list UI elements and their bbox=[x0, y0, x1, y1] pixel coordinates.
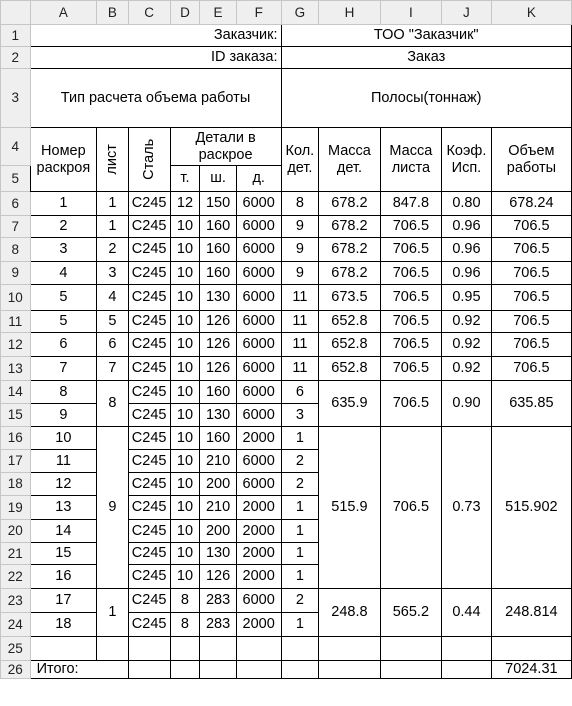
cell-cut-number[interactable]: 15 bbox=[30, 543, 97, 565]
cell-width[interactable]: 200 bbox=[200, 520, 237, 543]
cell-width[interactable]: 130 bbox=[200, 543, 237, 565]
cell-width[interactable]: 126 bbox=[200, 357, 237, 381]
row-header[interactable]: 15 bbox=[1, 404, 31, 427]
cell-width[interactable]: 200 bbox=[200, 473, 237, 496]
cell-cut-number[interactable]: 11 bbox=[30, 450, 97, 473]
cell-steel[interactable]: C245 bbox=[128, 565, 170, 589]
cell-cut-number[interactable]: 6 bbox=[30, 333, 97, 357]
empty-cell[interactable] bbox=[380, 637, 441, 661]
cell-width[interactable]: 210 bbox=[200, 450, 237, 473]
cell-mass-parts[interactable]: 673.5 bbox=[319, 285, 380, 311]
cell-quantity[interactable]: 11 bbox=[281, 311, 319, 333]
cell-length[interactable]: 6000 bbox=[236, 473, 281, 496]
cell-mass-sheet[interactable]: 706.5 bbox=[380, 357, 441, 381]
cell-quantity[interactable]: 1 bbox=[281, 496, 319, 520]
table-row bbox=[1, 69, 572, 128]
cell-length[interactable]: 6000 bbox=[236, 216, 281, 238]
column-header[interactable]: D bbox=[170, 1, 200, 25]
column-header[interactable]: I bbox=[380, 1, 441, 25]
col-mass-sheet[interactable]: Масса листа bbox=[380, 128, 441, 192]
cell-coefficient[interactable]: 0.96 bbox=[442, 238, 492, 262]
empty-cell[interactable] bbox=[170, 661, 200, 679]
row-header[interactable]: 10 bbox=[1, 285, 31, 311]
table-row bbox=[1, 238, 572, 262]
cell-mass-sheet[interactable]: 706.5 bbox=[380, 381, 441, 427]
row-header[interactable]: 8 bbox=[1, 238, 31, 262]
row-header[interactable]: 18 bbox=[1, 473, 31, 496]
column-header[interactable]: H bbox=[319, 1, 380, 25]
cell-quantity[interactable]: 1 bbox=[281, 565, 319, 589]
cell-length[interactable]: 6000 bbox=[236, 381, 281, 404]
cell-thickness[interactable]: 10 bbox=[170, 216, 200, 238]
cell-work-volume[interactable]: 706.5 bbox=[491, 357, 571, 381]
col-coefficient[interactable]: Коэф. Исп. bbox=[442, 128, 492, 192]
cell-cut-number[interactable]: 2 bbox=[30, 216, 97, 238]
cell-cut-number[interactable]: 5 bbox=[30, 311, 97, 333]
cell-steel[interactable]: C245 bbox=[128, 262, 170, 285]
row-header[interactable]: 7 bbox=[1, 216, 31, 238]
cell-work-volume[interactable]: 248.814 bbox=[491, 589, 571, 637]
table-row bbox=[1, 661, 572, 679]
empty-cell[interactable] bbox=[200, 637, 237, 661]
cell-steel[interactable]: C245 bbox=[128, 496, 170, 520]
cell-width[interactable]: 130 bbox=[200, 404, 237, 427]
cell-quantity[interactable]: 3 bbox=[281, 404, 319, 427]
row-header[interactable]: 19 bbox=[1, 496, 31, 520]
cell-quantity[interactable]: 2 bbox=[281, 473, 319, 496]
cell-work-volume[interactable]: 635.85 bbox=[491, 381, 571, 427]
order-id-label[interactable]: ID заказа: bbox=[30, 47, 281, 69]
cell-thickness[interactable]: 10 bbox=[170, 565, 200, 589]
cell-sheet[interactable]: 7 bbox=[97, 357, 128, 381]
total-value[interactable]: 7024.31 bbox=[491, 661, 571, 679]
cell-steel[interactable]: C245 bbox=[128, 285, 170, 311]
cell-quantity[interactable]: 6 bbox=[281, 381, 319, 404]
cell-coefficient[interactable]: 0.44 bbox=[442, 589, 492, 637]
cell-mass-parts[interactable]: 652.8 bbox=[319, 357, 380, 381]
cell-mass-sheet[interactable]: 706.5 bbox=[380, 216, 441, 238]
table-row bbox=[1, 427, 572, 450]
cell-sheet[interactable]: 1 bbox=[97, 589, 128, 637]
cell-work-volume[interactable]: 706.5 bbox=[491, 262, 571, 285]
row-header[interactable]: 14 bbox=[1, 381, 31, 404]
cell-quantity[interactable]: 11 bbox=[281, 333, 319, 357]
row-header[interactable]: 6 bbox=[1, 192, 31, 216]
cell-width[interactable]: 160 bbox=[200, 381, 237, 404]
cell-length[interactable]: 2000 bbox=[236, 427, 281, 450]
empty-cell[interactable] bbox=[281, 661, 319, 679]
cell-thickness[interactable]: 10 bbox=[170, 381, 200, 404]
cell-length[interactable]: 6000 bbox=[236, 285, 281, 311]
row-header[interactable]: 13 bbox=[1, 357, 31, 381]
cell-thickness[interactable]: 8 bbox=[170, 589, 200, 613]
cell-work-volume[interactable]: 678.24 bbox=[491, 192, 571, 216]
column-header-row bbox=[1, 1, 572, 25]
cell-coefficient[interactable]: 0.73 bbox=[442, 427, 492, 589]
cell-coefficient[interactable]: 0.90 bbox=[442, 381, 492, 427]
cell-length[interactable]: 2000 bbox=[236, 565, 281, 589]
cell-quantity[interactable]: 1 bbox=[281, 543, 319, 565]
cell-width[interactable]: 283 bbox=[200, 589, 237, 613]
cell-work-volume[interactable]: 706.5 bbox=[491, 333, 571, 357]
col-work-volume[interactable]: Объем работы bbox=[491, 128, 571, 192]
order-id-value[interactable]: Заказ bbox=[281, 47, 572, 69]
cell-width[interactable]: 126 bbox=[200, 333, 237, 357]
empty-cell[interactable] bbox=[30, 637, 97, 661]
cell-sheet[interactable]: 1 bbox=[97, 216, 128, 238]
cell-mass-sheet[interactable]: 706.5 bbox=[380, 262, 441, 285]
empty-cell[interactable] bbox=[281, 637, 319, 661]
cell-work-volume[interactable]: 706.5 bbox=[491, 311, 571, 333]
cell-quantity[interactable]: 2 bbox=[281, 589, 319, 613]
table-row bbox=[1, 357, 572, 381]
column-header[interactable]: C bbox=[128, 1, 170, 25]
table-row bbox=[1, 192, 572, 216]
cell-length[interactable]: 2000 bbox=[236, 613, 281, 637]
empty-cell[interactable] bbox=[491, 637, 571, 661]
cell-thickness[interactable]: 10 bbox=[170, 473, 200, 496]
cell-mass-sheet[interactable]: 565.2 bbox=[380, 589, 441, 637]
cell-mass-sheet[interactable]: 706.5 bbox=[380, 311, 441, 333]
cell-steel[interactable]: C245 bbox=[128, 520, 170, 543]
cell-thickness[interactable]: 10 bbox=[170, 520, 200, 543]
cell-cut-number[interactable]: 9 bbox=[30, 404, 97, 427]
cell-thickness[interactable]: 10 bbox=[170, 357, 200, 381]
cell-thickness[interactable]: 10 bbox=[170, 543, 200, 565]
col-length[interactable]: д. bbox=[236, 166, 281, 192]
cell-steel[interactable]: C245 bbox=[128, 381, 170, 404]
cell-work-volume[interactable]: 706.5 bbox=[491, 216, 571, 238]
col-parts-in-cut[interactable]: Детали в раскрое bbox=[170, 128, 281, 166]
cell-cut-number[interactable]: 13 bbox=[30, 496, 97, 520]
cell-width[interactable]: 160 bbox=[200, 427, 237, 450]
cell-quantity[interactable]: 1 bbox=[281, 613, 319, 637]
cell-sheet[interactable]: 9 bbox=[97, 427, 128, 589]
cell-work-volume[interactable]: 706.5 bbox=[491, 285, 571, 311]
cell-sheet[interactable]: 4 bbox=[97, 285, 128, 311]
cell-quantity[interactable]: 9 bbox=[281, 238, 319, 262]
cell-width[interactable]: 130 bbox=[200, 285, 237, 311]
row-header[interactable]: 20 bbox=[1, 520, 31, 543]
col-mass-parts[interactable]: Масса дет. bbox=[319, 128, 380, 192]
cell-length[interactable]: 6000 bbox=[236, 192, 281, 216]
column-header[interactable]: A bbox=[30, 1, 97, 25]
cell-cut-number[interactable]: 5 bbox=[30, 285, 97, 311]
table-row bbox=[1, 333, 572, 357]
column-header[interactable]: J bbox=[442, 1, 492, 25]
col-cut-number[interactable]: Номер раскроя bbox=[30, 128, 97, 192]
cell-thickness[interactable]: 10 bbox=[170, 285, 200, 311]
empty-cell[interactable] bbox=[442, 661, 492, 679]
table-row bbox=[1, 589, 572, 613]
cell-thickness[interactable]: 10 bbox=[170, 311, 200, 333]
table-row bbox=[1, 47, 572, 69]
cell-mass-sheet[interactable]: 706.5 bbox=[380, 238, 441, 262]
cell-cut-number[interactable]: 16 bbox=[30, 565, 97, 589]
row-header[interactable]: 2 bbox=[1, 47, 31, 69]
cell-steel[interactable]: C245 bbox=[128, 357, 170, 381]
empty-cell[interactable] bbox=[319, 661, 380, 679]
cell-mass-sheet[interactable]: 847.8 bbox=[380, 192, 441, 216]
cell-cut-number[interactable]: 18 bbox=[30, 613, 97, 637]
col-sheet-text: лист bbox=[104, 144, 121, 175]
cell-cut-number[interactable]: 4 bbox=[30, 262, 97, 285]
row-header[interactable]: 3 bbox=[1, 69, 31, 128]
cell-mass-parts[interactable]: 515.9 bbox=[319, 427, 380, 589]
cell-mass-parts[interactable]: 652.8 bbox=[319, 333, 380, 357]
cell-cut-number[interactable]: 14 bbox=[30, 520, 97, 543]
customer-label[interactable]: Заказчик: bbox=[30, 25, 281, 47]
cell-quantity[interactable]: 1 bbox=[281, 520, 319, 543]
table-row bbox=[1, 216, 572, 238]
empty-cell[interactable] bbox=[128, 661, 170, 679]
cell-coefficient[interactable]: 0.96 bbox=[442, 216, 492, 238]
cell-sheet[interactable]: 3 bbox=[97, 262, 128, 285]
cell-steel[interactable]: C245 bbox=[128, 450, 170, 473]
col-steel[interactable] bbox=[128, 128, 170, 192]
cell-thickness[interactable]: 10 bbox=[170, 496, 200, 520]
cell-thickness[interactable]: 10 bbox=[170, 333, 200, 357]
cell-mass-sheet[interactable]: 706.5 bbox=[380, 285, 441, 311]
cell-cut-number[interactable]: 12 bbox=[30, 473, 97, 496]
cell-cut-number[interactable]: 17 bbox=[30, 589, 97, 613]
row-header[interactable]: 1 bbox=[1, 25, 31, 47]
column-header[interactable]: F bbox=[236, 1, 281, 25]
table-row bbox=[1, 381, 572, 404]
cell-coefficient[interactable]: 0.95 bbox=[442, 285, 492, 311]
cell-steel[interactable]: C245 bbox=[128, 613, 170, 637]
cell-length[interactable]: 6000 bbox=[236, 238, 281, 262]
table-row bbox=[1, 311, 572, 333]
empty-cell[interactable] bbox=[236, 661, 281, 679]
empty-cell[interactable] bbox=[380, 661, 441, 679]
cell-width[interactable]: 160 bbox=[200, 216, 237, 238]
cell-coefficient[interactable]: 0.92 bbox=[442, 311, 492, 333]
cell-length[interactable]: 6000 bbox=[236, 357, 281, 381]
select-all-corner[interactable] bbox=[1, 1, 31, 25]
cell-coefficient[interactable]: 0.96 bbox=[442, 262, 492, 285]
cell-thickness[interactable]: 10 bbox=[170, 427, 200, 450]
cell-quantity[interactable]: 11 bbox=[281, 357, 319, 381]
cell-steel[interactable]: C245 bbox=[128, 333, 170, 357]
cell-steel[interactable]: C245 bbox=[128, 311, 170, 333]
cell-length[interactable]: 2000 bbox=[236, 496, 281, 520]
cell-width[interactable]: 210 bbox=[200, 496, 237, 520]
empty-cell[interactable] bbox=[170, 637, 200, 661]
cell-sheet[interactable]: 8 bbox=[97, 381, 128, 427]
cell-cut-number[interactable]: 7 bbox=[30, 357, 97, 381]
cell-sheet[interactable]: 5 bbox=[97, 311, 128, 333]
table-row bbox=[1, 128, 572, 166]
table-row bbox=[1, 285, 572, 311]
col-sheet[interactable] bbox=[97, 128, 128, 192]
cell-mass-parts[interactable]: 248.8 bbox=[319, 589, 380, 637]
cell-steel[interactable]: C245 bbox=[128, 473, 170, 496]
row-header[interactable]: 24 bbox=[1, 613, 31, 637]
cell-width[interactable]: 160 bbox=[200, 238, 237, 262]
cell-cut-number[interactable]: 10 bbox=[30, 427, 97, 450]
cell-thickness[interactable]: 10 bbox=[170, 404, 200, 427]
cell-mass-parts[interactable]: 635.9 bbox=[319, 381, 380, 427]
total-label[interactable]: Итого: bbox=[30, 661, 128, 679]
empty-cell[interactable] bbox=[319, 637, 380, 661]
empty-cell[interactable] bbox=[200, 661, 237, 679]
cell-cut-number[interactable]: 1 bbox=[30, 192, 97, 216]
row-header[interactable]: 23 bbox=[1, 589, 31, 613]
empty-cell[interactable] bbox=[236, 637, 281, 661]
row-header[interactable]: 11 bbox=[1, 311, 31, 333]
column-header[interactable]: B bbox=[97, 1, 128, 25]
cell-steel[interactable]: C245 bbox=[128, 589, 170, 613]
row-header[interactable]: 12 bbox=[1, 333, 31, 357]
cell-coefficient[interactable]: 0.92 bbox=[442, 357, 492, 381]
col-steel-text: Сталь bbox=[140, 138, 157, 181]
cell-length[interactable]: 6000 bbox=[236, 311, 281, 333]
cell-sheet[interactable]: 1 bbox=[97, 192, 128, 216]
cell-mass-parts[interactable]: 678.2 bbox=[319, 262, 380, 285]
cell-quantity[interactable]: 8 bbox=[281, 192, 319, 216]
cell-mass-parts[interactable]: 678.2 bbox=[319, 216, 380, 238]
cell-quantity[interactable]: 11 bbox=[281, 285, 319, 311]
cell-length[interactable]: 6000 bbox=[236, 404, 281, 427]
row-header[interactable]: 25 bbox=[1, 637, 31, 661]
customer-value[interactable]: ТОО "Заказчик" bbox=[281, 25, 572, 47]
cell-width[interactable]: 150 bbox=[200, 192, 237, 216]
cell-quantity[interactable]: 9 bbox=[281, 216, 319, 238]
cell-length[interactable]: 6000 bbox=[236, 333, 281, 357]
row-header[interactable]: 26 bbox=[1, 661, 31, 679]
table-row bbox=[1, 25, 572, 47]
column-header[interactable]: K bbox=[491, 1, 571, 25]
row-header[interactable]: 16 bbox=[1, 427, 31, 450]
cell-mass-parts[interactable]: 678.2 bbox=[319, 238, 380, 262]
cell-width[interactable]: 283 bbox=[200, 613, 237, 637]
cell-work-volume[interactable]: 706.5 bbox=[491, 238, 571, 262]
cell-mass-sheet[interactable]: 706.5 bbox=[380, 427, 441, 589]
cell-mass-parts[interactable]: 678.2 bbox=[319, 192, 380, 216]
cell-thickness[interactable]: 12 bbox=[170, 192, 200, 216]
cell-steel[interactable]: C245 bbox=[128, 238, 170, 262]
cell-thickness[interactable]: 8 bbox=[170, 613, 200, 637]
calc-type-label[interactable]: Тип расчета объема работы bbox=[30, 69, 281, 128]
cell-steel[interactable]: C245 bbox=[128, 427, 170, 450]
cell-mass-parts[interactable]: 652.8 bbox=[319, 311, 380, 333]
strips-label[interactable]: Полосы(тоннаж) bbox=[281, 69, 572, 128]
cell-sheet[interactable]: 2 bbox=[97, 238, 128, 262]
cell-width[interactable]: 126 bbox=[200, 565, 237, 589]
col-quantity[interactable]: Кол. дет. bbox=[281, 128, 319, 192]
cell-width[interactable]: 160 bbox=[200, 262, 237, 285]
row-header[interactable]: 5 bbox=[1, 166, 31, 192]
column-header[interactable]: E bbox=[200, 1, 237, 25]
row-header[interactable]: 4 bbox=[1, 128, 31, 166]
empty-cell[interactable] bbox=[442, 637, 492, 661]
cell-thickness[interactable]: 10 bbox=[170, 262, 200, 285]
cell-coefficient[interactable]: 0.80 bbox=[442, 192, 492, 216]
cell-coefficient[interactable]: 0.92 bbox=[442, 333, 492, 357]
empty-cell[interactable] bbox=[97, 637, 128, 661]
cell-length[interactable]: 6000 bbox=[236, 589, 281, 613]
row-header[interactable]: 21 bbox=[1, 543, 31, 565]
cell-length[interactable]: 2000 bbox=[236, 543, 281, 565]
col-thickness[interactable]: т. bbox=[170, 166, 200, 192]
cell-thickness[interactable]: 10 bbox=[170, 238, 200, 262]
cell-length[interactable]: 6000 bbox=[236, 450, 281, 473]
row-header[interactable]: 17 bbox=[1, 450, 31, 473]
empty-cell[interactable] bbox=[128, 637, 170, 661]
cell-steel[interactable]: C245 bbox=[128, 216, 170, 238]
cell-quantity[interactable]: 1 bbox=[281, 427, 319, 450]
cell-length[interactable]: 2000 bbox=[236, 520, 281, 543]
table-row bbox=[1, 262, 572, 285]
cell-work-volume[interactable]: 515.902 bbox=[491, 427, 571, 589]
cell-steel[interactable]: C245 bbox=[128, 543, 170, 565]
cell-cut-number[interactable]: 8 bbox=[30, 381, 97, 404]
row-header[interactable]: 9 bbox=[1, 262, 31, 285]
cell-quantity[interactable]: 2 bbox=[281, 450, 319, 473]
cell-thickness[interactable]: 10 bbox=[170, 450, 200, 473]
cell-quantity[interactable]: 9 bbox=[281, 262, 319, 285]
cell-mass-sheet[interactable]: 706.5 bbox=[380, 333, 441, 357]
cell-sheet[interactable]: 6 bbox=[97, 333, 128, 357]
cell-cut-number[interactable]: 3 bbox=[30, 238, 97, 262]
cell-steel[interactable]: C245 bbox=[128, 404, 170, 427]
cell-length[interactable]: 6000 bbox=[236, 262, 281, 285]
table-row bbox=[1, 637, 572, 661]
cell-width[interactable]: 126 bbox=[200, 311, 237, 333]
column-header[interactable]: G bbox=[281, 1, 319, 25]
col-width[interactable]: ш. bbox=[200, 166, 237, 192]
row-header[interactable]: 22 bbox=[1, 565, 31, 589]
cell-steel[interactable]: C245 bbox=[128, 192, 170, 216]
